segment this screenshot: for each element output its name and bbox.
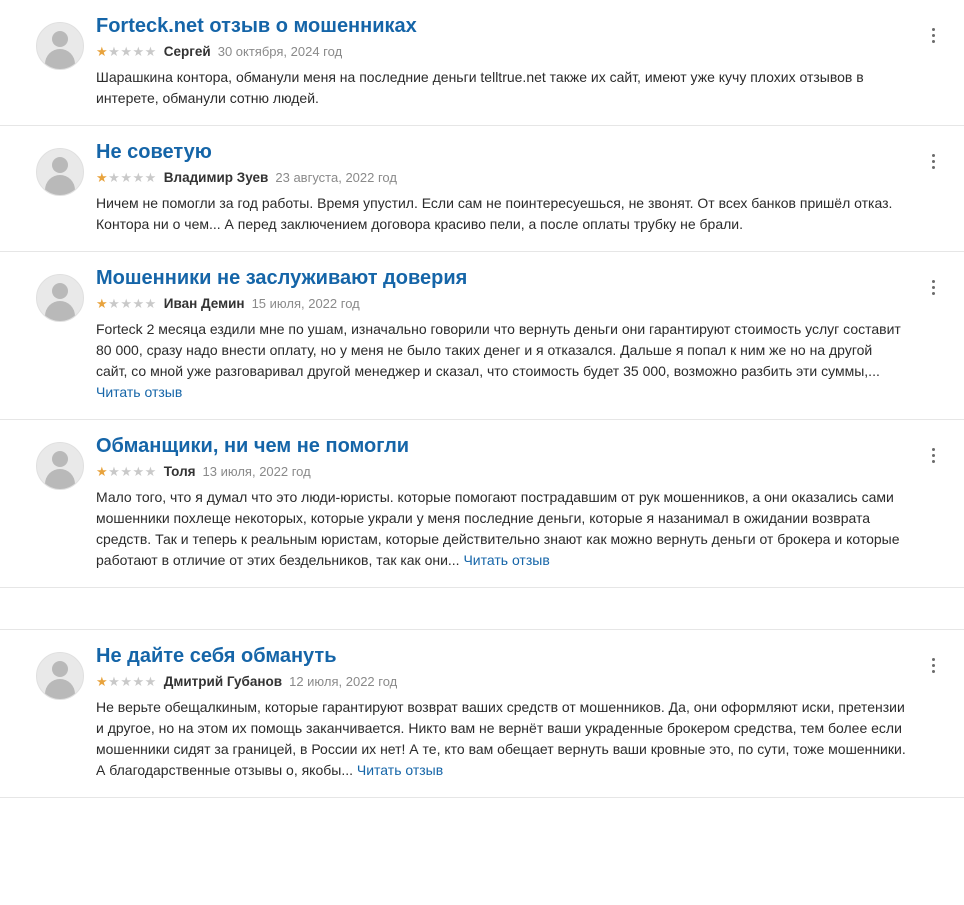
- review-author: Владимир Зуев: [163, 170, 269, 185]
- avatar-head-shape: [52, 31, 68, 47]
- star-empty-icon: ★: [108, 43, 121, 59]
- review-text: [96, 319, 906, 403]
- review-content: [96, 140, 940, 235]
- star-empty-icon: ★: [108, 673, 121, 689]
- avatar: [36, 442, 84, 490]
- read-more-link[interactable]: Читать отзыв: [356, 762, 444, 778]
- review-content: [96, 434, 940, 571]
- review-text-body: Ничем не помогли за год работы. Время упустил. Если сам не поинтересуешься, не звонят. От всех банков пришёл отказ. Контора ни о чем... А перед заключением договора красиво пели, а после оплаты трубку не брали.: [96, 195, 893, 232]
- star-empty-icon: ★: [132, 463, 145, 479]
- star-filled-icon: ★: [96, 295, 109, 311]
- avatar-column: [24, 644, 96, 700]
- avatar-column: [24, 434, 96, 490]
- menu-dot: [932, 166, 935, 169]
- review-item: [0, 252, 964, 420]
- star-empty-icon: ★: [120, 43, 133, 59]
- avatar: [36, 652, 84, 700]
- kebab-menu-icon[interactable]: [924, 276, 942, 298]
- menu-dot: [932, 658, 935, 661]
- review-author: Толя: [163, 464, 196, 479]
- kebab-menu-icon[interactable]: [924, 24, 942, 46]
- avatar-head-shape: [52, 451, 68, 467]
- avatar-body-shape: [45, 301, 75, 321]
- menu-dot: [932, 40, 935, 43]
- avatar: [36, 148, 84, 196]
- review-meta: [96, 464, 906, 479]
- star-empty-icon: ★: [132, 43, 145, 59]
- avatar-body-shape: [45, 679, 75, 699]
- menu-dot: [932, 454, 935, 457]
- star-empty-icon: ★: [144, 295, 157, 311]
- star-filled-icon: ★: [96, 673, 109, 689]
- menu-dot: [932, 280, 935, 283]
- review-meta: [96, 44, 906, 59]
- review-content: [96, 266, 940, 403]
- rating-stars: [96, 171, 157, 185]
- menu-dot: [932, 292, 935, 295]
- review-title-link[interactable]: Обманщики, ни чем не помогли: [96, 435, 410, 457]
- review-meta: [96, 296, 906, 311]
- avatar-column: [24, 14, 96, 70]
- review-text-body: Не верьте обещалкиным, которые гарантируют возврат ваших средств от мошенников. Да, они оформляют иски, претензии и другое, но на этом их помощь заканчивается. Никто вам не вернёт ваши украденные брокером средства, тем более если мошенники сидят за границей, в России их нет! А те, кто вам обещает вернуть ваши кровные это, по сути, тоже мошенники. А благодарственные отзывы о, якобы...: [96, 699, 906, 778]
- star-empty-icon: ★: [108, 463, 121, 479]
- review-text-body: Мало того, что я думал что это люди-юристы. которые помогают пострадавшим от рук мошенников, а они оказались сами мошенники похлеще некоторых, которые украли у меня последние деньги, которые я назанимал в ожидании возврата средств. Так и теперь к реальным юристам, которые действительно знают как можно вернуть деньги от брокера и которые работают в отличие от этих бездельников, так как они...: [96, 489, 900, 568]
- star-empty-icon: ★: [132, 295, 145, 311]
- star-empty-icon: ★: [120, 463, 133, 479]
- review-text: [96, 697, 906, 781]
- menu-dot: [932, 670, 935, 673]
- avatar-head-shape: [52, 283, 68, 299]
- review-item: [0, 0, 964, 126]
- review-date: 30 октября, 2024 год: [217, 44, 343, 59]
- menu-dot: [932, 28, 935, 31]
- kebab-menu-icon[interactable]: [924, 150, 942, 172]
- review-date: 23 августа, 2022 год: [275, 170, 397, 185]
- review-text: [96, 67, 906, 109]
- rating-stars: [96, 465, 157, 479]
- review-date: 15 июля, 2022 год: [251, 296, 360, 311]
- review-author: Дмитрий Губанов: [163, 674, 283, 689]
- star-filled-icon: ★: [96, 43, 109, 59]
- star-empty-icon: ★: [144, 43, 157, 59]
- review-date: 12 июля, 2022 год: [289, 674, 398, 689]
- star-empty-icon: ★: [120, 673, 133, 689]
- review-content: [96, 644, 940, 781]
- avatar-head-shape: [52, 661, 68, 677]
- star-empty-icon: ★: [120, 295, 133, 311]
- avatar-body-shape: [45, 49, 75, 69]
- avatar-body-shape: [45, 469, 75, 489]
- review-text-body: Forteck 2 месяца ездили мне по ушам, изначально говорили что вернуть деньги они гарантируют стоимость услуг составит 80 000, сразу надо внести оплату, но у меня не было таких денег и я отказался. Дальше я попал к ним же но на другой сайт, со мной уже разговаривал другой менеджер и сказал, что стоимость будет 35 000, возможно разбить эти суммы,...: [96, 321, 901, 379]
- review-author: Иван Демин: [163, 296, 245, 311]
- kebab-menu-icon[interactable]: [924, 654, 942, 676]
- menu-dot: [932, 160, 935, 163]
- review-date: 13 июля, 2022 год: [202, 464, 311, 479]
- list-separator-block: [0, 588, 964, 630]
- star-empty-icon: ★: [108, 169, 121, 185]
- menu-dot: [932, 286, 935, 289]
- star-empty-icon: ★: [120, 169, 133, 185]
- rating-stars: [96, 297, 157, 311]
- star-empty-icon: ★: [144, 169, 157, 185]
- review-meta: [96, 674, 906, 689]
- star-empty-icon: ★: [144, 673, 157, 689]
- review-text: [96, 487, 906, 571]
- star-empty-icon: ★: [132, 673, 145, 689]
- avatar: [36, 22, 84, 70]
- menu-dot: [932, 664, 935, 667]
- avatar-head-shape: [52, 157, 68, 173]
- review-title-link[interactable]: Forteck.net отзыв о мошенниках: [96, 15, 417, 37]
- avatar-body-shape: [45, 175, 75, 195]
- avatar-column: [24, 266, 96, 322]
- star-empty-icon: ★: [132, 169, 145, 185]
- menu-dot: [932, 460, 935, 463]
- rating-stars: [96, 45, 157, 59]
- star-filled-icon: ★: [96, 169, 109, 185]
- star-empty-icon: ★: [144, 463, 157, 479]
- review-author: Сергей: [163, 44, 211, 59]
- review-item: [0, 630, 964, 798]
- avatar: [36, 274, 84, 322]
- rating-stars: [96, 675, 157, 689]
- review-text-body: Шарашкина контора, обманули меня на последние деньги telltrue.net также их сайт, имеют уже кучу плохих отзывов в интерете, обманули сотню людей.: [96, 69, 864, 106]
- menu-dot: [932, 448, 935, 451]
- review-title-link[interactable]: Не советую: [96, 141, 212, 163]
- review-text: [96, 193, 906, 235]
- star-filled-icon: ★: [96, 463, 109, 479]
- menu-dot: [932, 154, 935, 157]
- kebab-menu-icon[interactable]: [924, 444, 942, 466]
- review-meta: [96, 170, 906, 185]
- review-content: [96, 14, 940, 109]
- review-item: [0, 126, 964, 252]
- review-title-link[interactable]: Не дайте себя обмануть: [96, 645, 337, 667]
- review-title-link[interactable]: Мошенники не заслуживают доверия: [96, 267, 468, 289]
- avatar-column: [24, 140, 96, 196]
- star-empty-icon: ★: [108, 295, 121, 311]
- menu-dot: [932, 34, 935, 37]
- review-item: [0, 420, 964, 588]
- read-more-link[interactable]: Читать отзыв: [96, 384, 183, 400]
- read-more-link[interactable]: Читать отзыв: [463, 552, 550, 568]
